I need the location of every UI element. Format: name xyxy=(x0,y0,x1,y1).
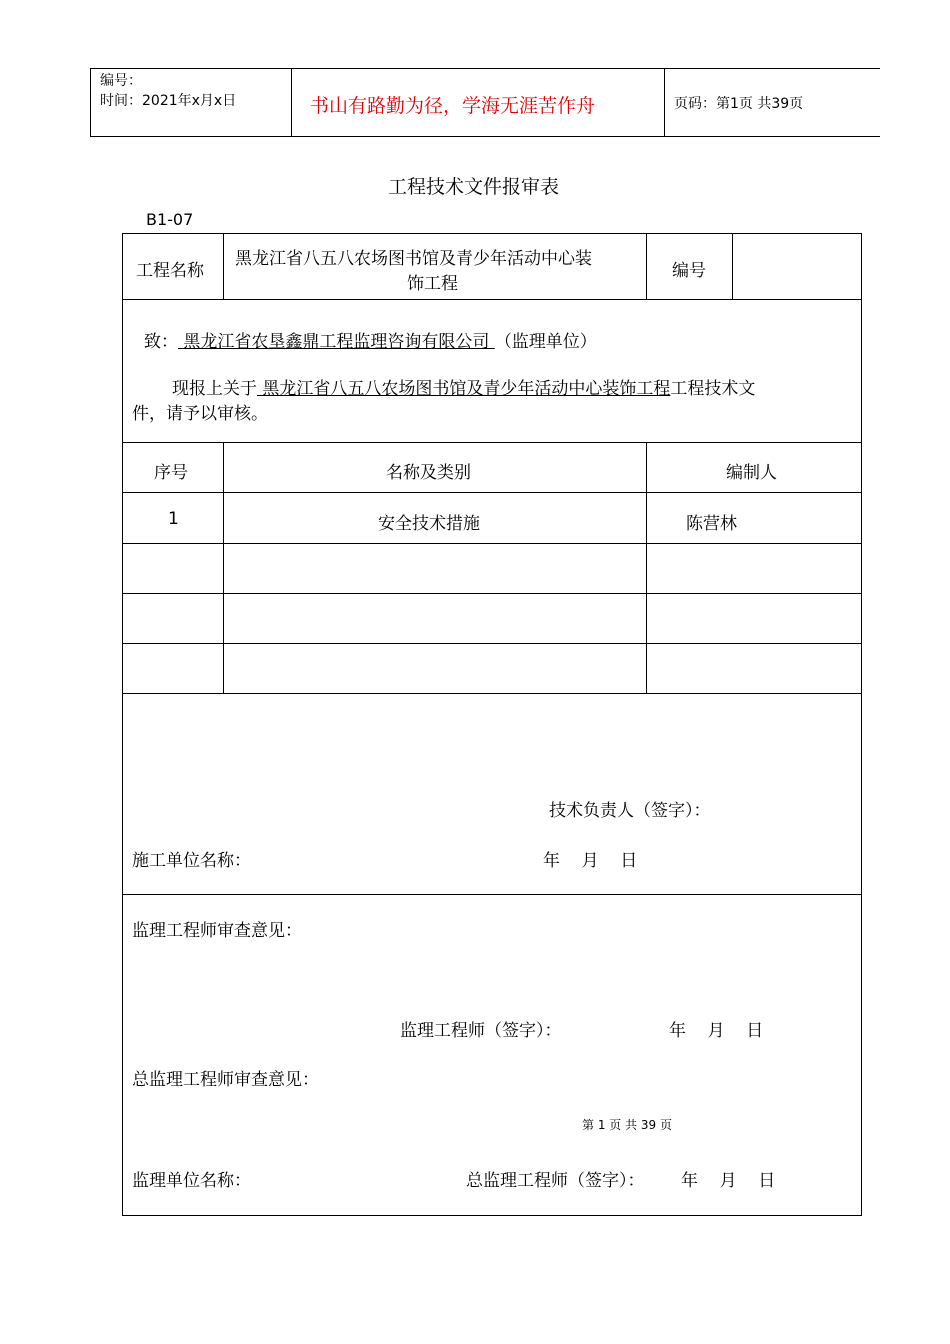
supervisor-date: 年 月 日 xyxy=(669,1021,764,1041)
letter-body-suffix: 工程技术文 xyxy=(670,379,756,399)
project-number-label: 编号 xyxy=(672,261,706,281)
page-title: 工程技术文件报审表 xyxy=(388,176,560,198)
column-header-seq: 序号 xyxy=(154,463,188,483)
row-divider xyxy=(123,894,861,895)
table-row-name: 安全技术措施 xyxy=(378,514,480,534)
contractor-date: 年 月 日 xyxy=(543,851,638,871)
col-divider xyxy=(223,234,224,299)
letter-recipient xyxy=(144,327,597,352)
review-form-table xyxy=(122,233,862,1216)
tech-lead-signature-label: 技术负责人（签字）： xyxy=(549,801,711,821)
header-page-info: 页码：第1页 共39页 xyxy=(674,96,804,112)
page-footer: 第 1 页 共 39 页 xyxy=(582,1118,672,1132)
row-divider xyxy=(123,593,861,594)
form-code: B1-07 xyxy=(146,210,194,229)
row-divider xyxy=(123,543,861,544)
column-header-author: 编制人 xyxy=(726,463,777,483)
header-divider xyxy=(291,69,292,136)
header-time: 时间：2021年x月x日 xyxy=(100,93,237,109)
letter-body-line1 xyxy=(172,374,755,399)
col-divider xyxy=(732,234,733,299)
row-divider xyxy=(123,693,861,694)
project-name-line2: 饰工程 xyxy=(407,274,458,294)
row-divider xyxy=(123,442,861,443)
letter-to-suffix: （监理单位） xyxy=(494,332,597,352)
table-row-seq: 1 xyxy=(168,509,179,529)
supervisor-signature-label: 监理工程师（签字）： xyxy=(400,1021,562,1041)
chief-date: 年 月 日 xyxy=(681,1171,776,1191)
col-divider xyxy=(646,442,647,693)
table-row-author: 陈营林 xyxy=(686,514,737,534)
page-header xyxy=(90,68,880,137)
supervisor-opinion-label: 监理工程师审查意见： xyxy=(132,921,302,941)
chief-signature-label: 总监理工程师（签字）： xyxy=(466,1171,645,1191)
project-name-line1: 黑龙江省八五八农场图书馆及青少年活动中心装 xyxy=(235,249,592,269)
letter-to-name: 黑龙江省农垦鑫鼎工程监理咨询有限公司 xyxy=(178,332,495,352)
row-divider xyxy=(123,492,861,493)
row-divider xyxy=(123,643,861,644)
header-number-label: 编号： xyxy=(100,73,142,89)
header-motto: 书山有路勤为径，学海无涯苦作舟 xyxy=(310,95,596,117)
supervision-unit-label: 监理单位名称： xyxy=(132,1171,251,1191)
column-header-name: 名称及类别 xyxy=(386,463,471,483)
letter-to-prefix: 致： xyxy=(144,332,178,352)
project-name-label: 工程名称 xyxy=(136,261,204,281)
contractor-unit-label: 施工单位名称： xyxy=(132,851,251,871)
header-divider xyxy=(664,69,665,136)
row-divider xyxy=(123,299,861,300)
chief-opinion-label: 总监理工程师审查意见： xyxy=(132,1070,319,1090)
letter-body-project: 黑龙江省八五八农场图书馆及青少年活动中心装饰工程 xyxy=(257,379,671,399)
letter-body-prefix: 现报上关于 xyxy=(172,379,257,399)
col-divider xyxy=(223,442,224,693)
letter-body-line2: 件，请予以审核。 xyxy=(132,404,268,424)
col-divider xyxy=(646,234,647,299)
